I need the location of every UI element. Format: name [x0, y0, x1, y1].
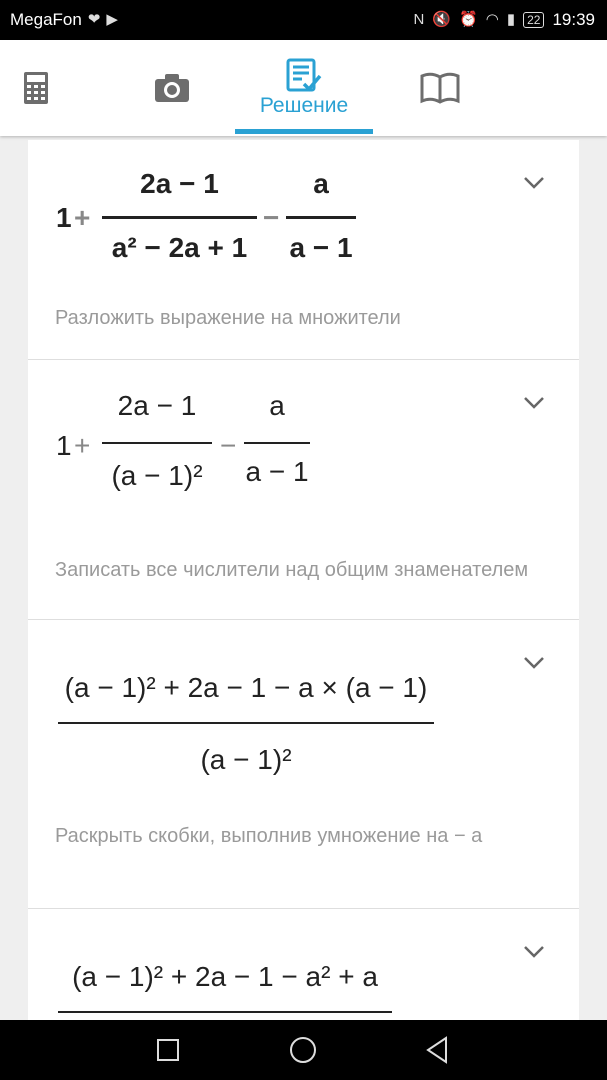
step-expression [56, 168, 396, 288]
step-description: Раскрыть скобки, выполнив умножение на − a [55, 825, 483, 847]
fraction-bar [286, 216, 356, 219]
step-description: Разложить выражение на множители [55, 307, 401, 329]
heart-rate-icon: ❤ [87, 11, 101, 28]
chevron-down-icon[interactable] [523, 176, 545, 190]
step-card[interactable] [28, 620, 579, 909]
chevron-down-icon[interactable] [523, 945, 545, 959]
step-expression [56, 390, 396, 530]
clock: 19:39 [552, 10, 595, 29]
expr-minus: − [220, 430, 237, 461]
calculator-icon [23, 71, 49, 105]
step-numerator: (a − 1)² + 2a − 1 − a² + a [72, 961, 378, 992]
recent-apps-icon[interactable] [156, 1038, 180, 1062]
youtube-icon: ▶ [106, 11, 118, 28]
expr-lead: 1 [56, 430, 72, 461]
carrier-label: MegaFon [10, 10, 82, 29]
fraction-bar [58, 1011, 392, 1013]
home-icon[interactable] [289, 1036, 317, 1064]
fraction-bar [102, 442, 212, 444]
active-tab-indicator [235, 129, 373, 134]
status-bar [0, 0, 607, 40]
step-denominator: (a − 1)² [200, 744, 292, 775]
expr-lead: 1 [56, 202, 72, 233]
fraction-bar [58, 722, 434, 724]
tab-calculator[interactable] [8, 40, 64, 136]
expr-minus: − [263, 202, 280, 233]
tab-solution-label: Решение [259, 94, 349, 117]
alarm-icon: ⏰ [459, 11, 478, 28]
solution-steps [28, 140, 579, 1020]
fraction-bar [102, 216, 257, 219]
tab-book[interactable] [410, 40, 470, 136]
frac2-denominator: a − 1 [245, 456, 309, 487]
chevron-down-icon[interactable] [523, 656, 545, 670]
frac1-numerator: 2a − 1 [140, 168, 219, 199]
frac2-numerator: a [313, 168, 329, 199]
step-card[interactable] [28, 360, 579, 620]
mute-icon: 🔇 [432, 11, 452, 28]
fraction-bar [244, 442, 310, 444]
system-navigation-bar [0, 1020, 607, 1080]
expr-plus: + [74, 430, 91, 461]
step-card[interactable] [28, 140, 579, 360]
step-numerator: (a − 1)² + 2a − 1 − a × (a − 1) [64, 672, 428, 703]
frac1-numerator: 2a − 1 [117, 390, 197, 421]
signal-icon: ▮ [506, 11, 516, 28]
wifi-icon: ◠ [485, 11, 499, 28]
frac2-denominator: a − 1 [289, 232, 353, 263]
frac1-denominator: a² − 2a + 1 [111, 232, 248, 263]
battery-level: 22 [523, 12, 544, 28]
chevron-down-icon[interactable] [523, 396, 545, 410]
step-expression [58, 949, 398, 1020]
nfc-icon: N [413, 11, 425, 28]
step-expression [58, 660, 438, 800]
book-icon [420, 71, 460, 105]
solution-icon [286, 58, 322, 92]
tab-camera[interactable] [142, 40, 202, 136]
step-description: Записать все числители над общим знаменателем [55, 559, 529, 581]
frac1-denominator: (a − 1)² [111, 460, 203, 491]
tab-solution[interactable] [235, 40, 373, 136]
frac2-numerator: a [269, 390, 285, 421]
camera-icon [154, 73, 190, 103]
top-toolbar [0, 40, 607, 136]
step-card[interactable] [28, 909, 579, 1020]
back-icon[interactable] [424, 1036, 450, 1064]
expr-plus: + [74, 202, 91, 233]
